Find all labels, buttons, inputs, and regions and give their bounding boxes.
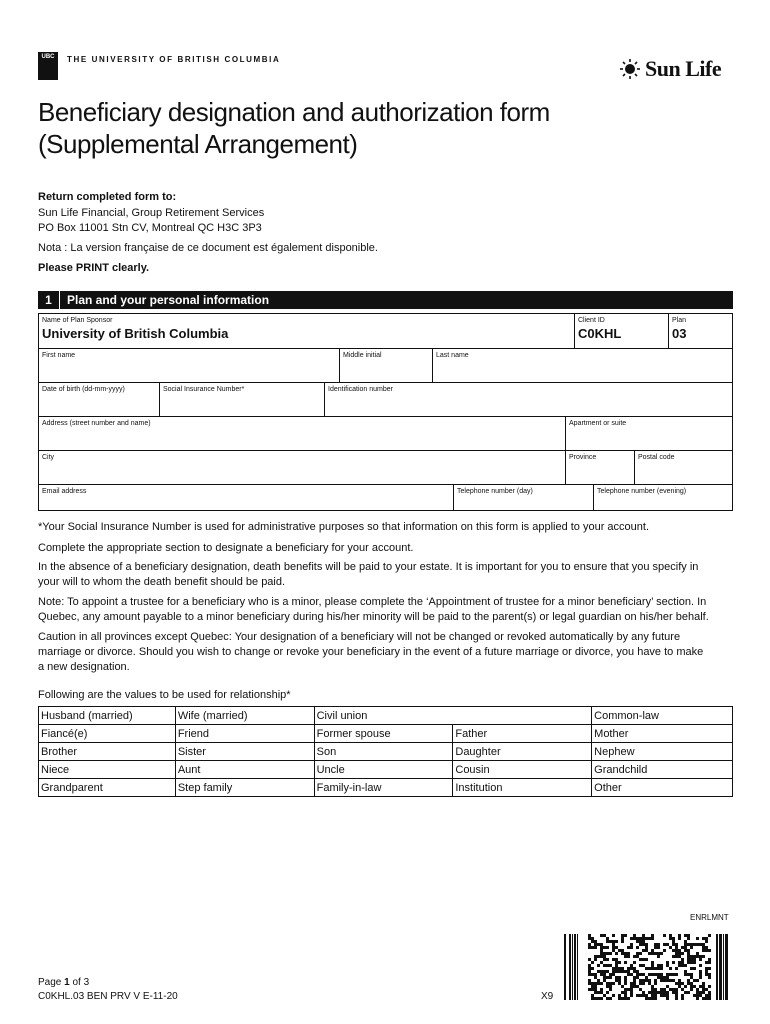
client-id-field: Client ID C0KHL: [574, 313, 669, 349]
french-note: Nota : La version française de ce document est également disponible.: [38, 242, 378, 254]
university-name: THE UNIVERSITY OF BRITISH COLUMBIA: [67, 55, 281, 64]
title-line-1: Beneficiary designation and authorization form: [38, 97, 550, 127]
client-id-value: C0KHL: [578, 326, 622, 341]
page-title: [38, 96, 638, 160]
sunlife-wordmark: Sun Life: [645, 56, 722, 81]
city-field[interactable]: City: [38, 450, 566, 485]
form-code: C0KHL.03 BEN PRV V E-11-20: [38, 991, 178, 1002]
ubc-logo: UBC: [38, 52, 58, 80]
trustee-note: Note: To appoint a trustee for a beneficiary who is a minor, please complete the ‘Appointment of trustee for a minor beneficiary’ section. In Quebec, any amount payable to a minor beneficiary during his/her minority will be paid to the parent(s) or legal guardian on his/her behalf.: [38, 596, 709, 623]
plan-value: 03: [672, 326, 687, 341]
print-instruction: Please PRINT clearly.: [38, 262, 150, 274]
email-field[interactable]: Email address: [38, 484, 454, 511]
table-row: Fiancé(e) Friend Former spouse Father Mother: [39, 725, 733, 743]
telephone-day-field[interactable]: Telephone number (day): [453, 484, 594, 511]
plan-sponsor-value: University of British Columbia: [42, 326, 229, 341]
x9-code: X9: [541, 991, 554, 1002]
plan-field: Plan 03: [668, 313, 733, 349]
telephone-evening-field[interactable]: Telephone number (evening): [593, 484, 733, 511]
enrollment-code: ENRLMNT: [690, 913, 729, 922]
table-row: Grandparent Step family Family-in-law Institution Other: [39, 779, 733, 797]
relationship-table: [38, 706, 733, 797]
address-field[interactable]: Address (street number and name): [38, 416, 566, 451]
middle-initial-field[interactable]: Middle initial: [339, 348, 433, 383]
province-field[interactable]: Province: [565, 450, 635, 485]
sin-note: *Your Social Insurance Number is used for administrative purposes so that information on this form is applied to your account.: [38, 521, 650, 533]
sunlife-logo: [619, 56, 721, 82]
title-line-2: (Supplemental Arrangement): [38, 129, 358, 159]
identification-number-field[interactable]: Identification number: [324, 382, 733, 417]
section-number: 1: [38, 291, 60, 309]
section-title: Plan and your personal information: [67, 293, 270, 307]
last-name-field[interactable]: Last name: [432, 348, 733, 383]
postal-code-field[interactable]: Postal code: [634, 450, 733, 485]
section-1-header: [38, 291, 733, 309]
return-label: Return completed form to:: [38, 191, 177, 203]
plan-sponsor-field: Name of Plan Sponsor University of British Columbia: [38, 313, 575, 349]
first-name-field[interactable]: First name: [38, 348, 340, 383]
barcode-icon: [564, 934, 732, 1000]
caution-paragraph: Caution in all provinces except Quebec: Your designation of a beneficiary will not be changed or revoked automatically by any future marriage or divorce. Should you wish to change or revoke your beneficiary in the event of a future marriage or divorce, you have to make a new designation.: [38, 631, 704, 673]
table-row: Husband (married) Wife (married) Civil union Common-law: [39, 707, 733, 725]
relationship-intro: Following are the values to be used for relationship*: [38, 689, 291, 701]
table-row: Brother Sister Son Daughter Nephew: [39, 743, 733, 761]
sin-field[interactable]: Social Insurance Number*: [159, 382, 325, 417]
complete-instruction: Complete the appropriate section to designate a beneficiary for your account.: [38, 542, 414, 554]
dob-field[interactable]: Date of birth (dd-mm-yyyy): [38, 382, 160, 417]
table-row: Niece Aunt Uncle Cousin Grandchild: [39, 761, 733, 779]
return-address-line-1: Sun Life Financial, Group Retirement Services: [38, 207, 265, 219]
absence-paragraph: In the absence of a beneficiary designation, death benefits will be paid to your estate. It is important for you to ensure that you specify in your will to whom the death benefit should be paid.: [38, 561, 699, 588]
sun-icon: [619, 58, 641, 80]
apartment-field[interactable]: Apartment or suite: [565, 416, 733, 451]
page-number: Page 1 of 3: [38, 977, 90, 988]
return-address-line-2: PO Box 11001 Stn CV, Montreal QC H3C 3P3: [38, 222, 262, 234]
personal-info-form: [38, 313, 733, 511]
